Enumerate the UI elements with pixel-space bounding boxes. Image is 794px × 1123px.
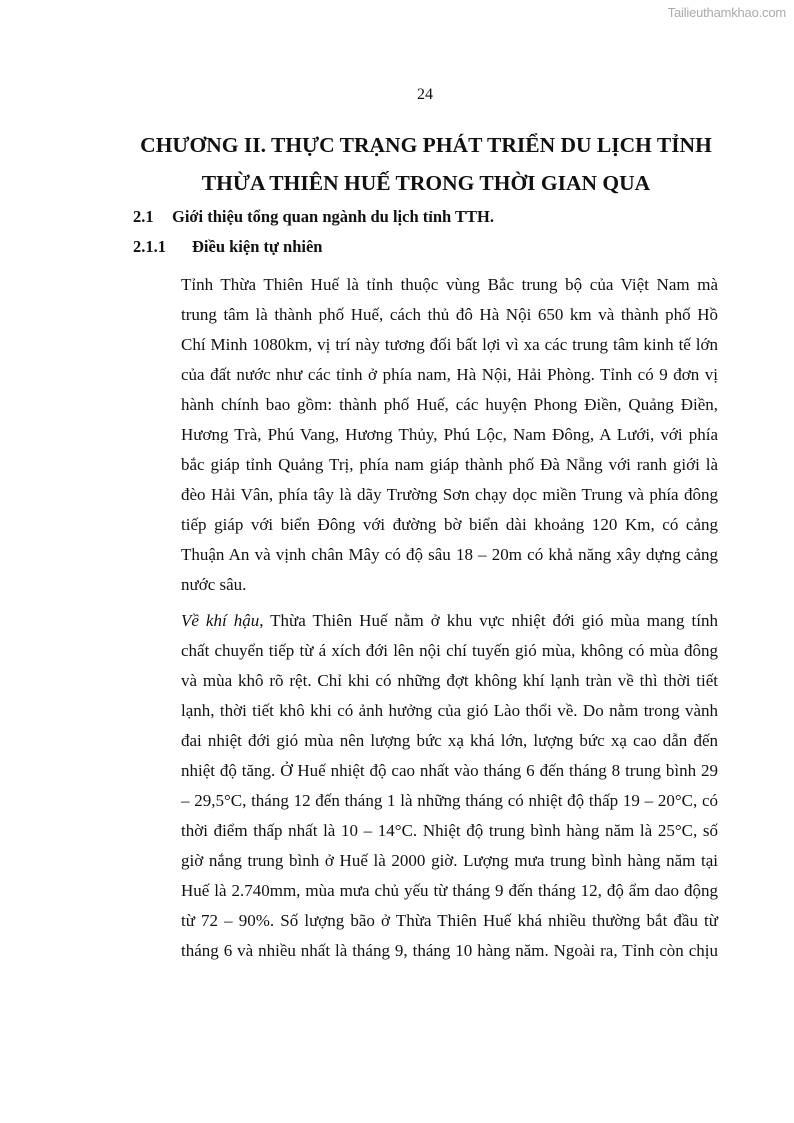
text-line: Tỉnh Thừa Thiên Huế là tỉnh thuộc vùng Bắc trung bộ của Việt Nam mà [181, 275, 718, 294]
text-line: thời điểm thấp nhất là 10 – 14°C. Nhiệt độ trung bình hàng năm là 25°C, số [181, 821, 718, 840]
text-line: nước sâu. [181, 575, 247, 594]
subsection-number: 2.1.1 [133, 237, 166, 256]
text-line: – 29,5°C, tháng 12 đến tháng 1 là những tháng có nhiệt độ thấp 19 – 20°C, có [181, 791, 718, 810]
text-line: của đất nước như các tỉnh ở phía nam, Hà Nội, Hải Phòng. Tỉnh có 9 đơn vị [181, 365, 718, 384]
text-line: đai nhiệt đới gió mùa nên lượng bức xạ khá lớn, lượng bức xạ cao dẫn đến [181, 731, 718, 750]
text-line: Thuận An và vịnh chân Mây có độ sâu 18 – 20m có khả năng xây dựng cảng [181, 545, 718, 564]
text-line: Chí Minh 1080km, vị trí này tương đối bất lợi vì xa các trung tâm kinh tế lớn [181, 335, 718, 354]
text-line: nhiệt độ tăng. Ở Huế nhiệt độ cao nhất vào tháng 6 đến tháng 8 trung bình 29 [181, 761, 718, 780]
text-line: lạnh, thời tiết khô khi có ảnh hưởng của gió Lào thổi về. Do nằm trong vành [181, 701, 718, 720]
section-title: Giới thiệu tổng quan ngành du lịch tỉnh TTH. [172, 207, 494, 226]
climate-lead-text: , Thừa Thiên Huế nằm ở khu vực nhiệt đới gió mùa mang tính [259, 611, 718, 630]
text-line: đèo Hải Vân, phía tây là dãy Trường Sơn chạy dọc miền Trung và phía đông [181, 485, 718, 504]
section-number: 2.1 [133, 207, 154, 226]
text-line: giờ nắng trung bình ở Huế là 2000 giờ. Lượng mưa trung bình hàng năm tại [181, 851, 718, 870]
text-line: tiếp giáp với biển Đông với đường bờ biển dài khoảng 120 Km, có cảng [181, 515, 718, 534]
watermark: Tailieuthamkhao.com [667, 5, 786, 20]
text-line: hành chính bao gồm: thành phố Huế, các huyện Phong Điền, Quảng Điền, [181, 395, 718, 414]
text-line: từ 72 – 90%. Số lượng bão ở Thừa Thiên Huế khá nhiều thường bắt đầu từ [181, 911, 718, 930]
text-line: bắc giáp tỉnh Quảng Trị, phía nam giáp thành phố Đà Nẵng với ranh giới là [181, 455, 718, 474]
climate-label: Về khí hậu [181, 611, 260, 630]
text-line: Huế là 2.740mm, mùa mưa chủ yếu từ tháng 9 đến tháng 12, độ ẩm dao động [181, 881, 718, 900]
text-line: tháng 6 và nhiều nhất là tháng 9, tháng 10 hàng năm. Ngoài ra, Tỉnh còn chịu [181, 941, 718, 960]
text-line: chất chuyển tiếp từ á xích đới lên nội chí tuyến gió mùa, không có mùa đông [181, 641, 718, 660]
page-number: 24 [417, 86, 433, 103]
text-line: Hương Trà, Phú Vang, Hương Thủy, Phú Lộc, Nam Đông, A Lưới, với phía [181, 425, 718, 444]
text-line: trung tâm là thành phố Huế, cách thủ đô Hà Nội 650 km và thành phố Hồ [181, 305, 718, 324]
paragraph-climate-lead [181, 611, 718, 631]
chapter-title-line-2: THỪA THIÊN HUẾ TRONG THỜI GIAN QUA [201, 171, 651, 195]
subsection-title: Điều kiện tự nhiên [192, 237, 323, 256]
text-line: và mùa khô rõ rệt. Chỉ khi có những đợt không khí lạnh tràn về thì thời tiết [181, 671, 718, 690]
chapter-title-line-1: CHƯƠNG II. THỰC TRẠNG PHÁT TRIỂN DU LỊCH TỈNH [140, 133, 712, 157]
